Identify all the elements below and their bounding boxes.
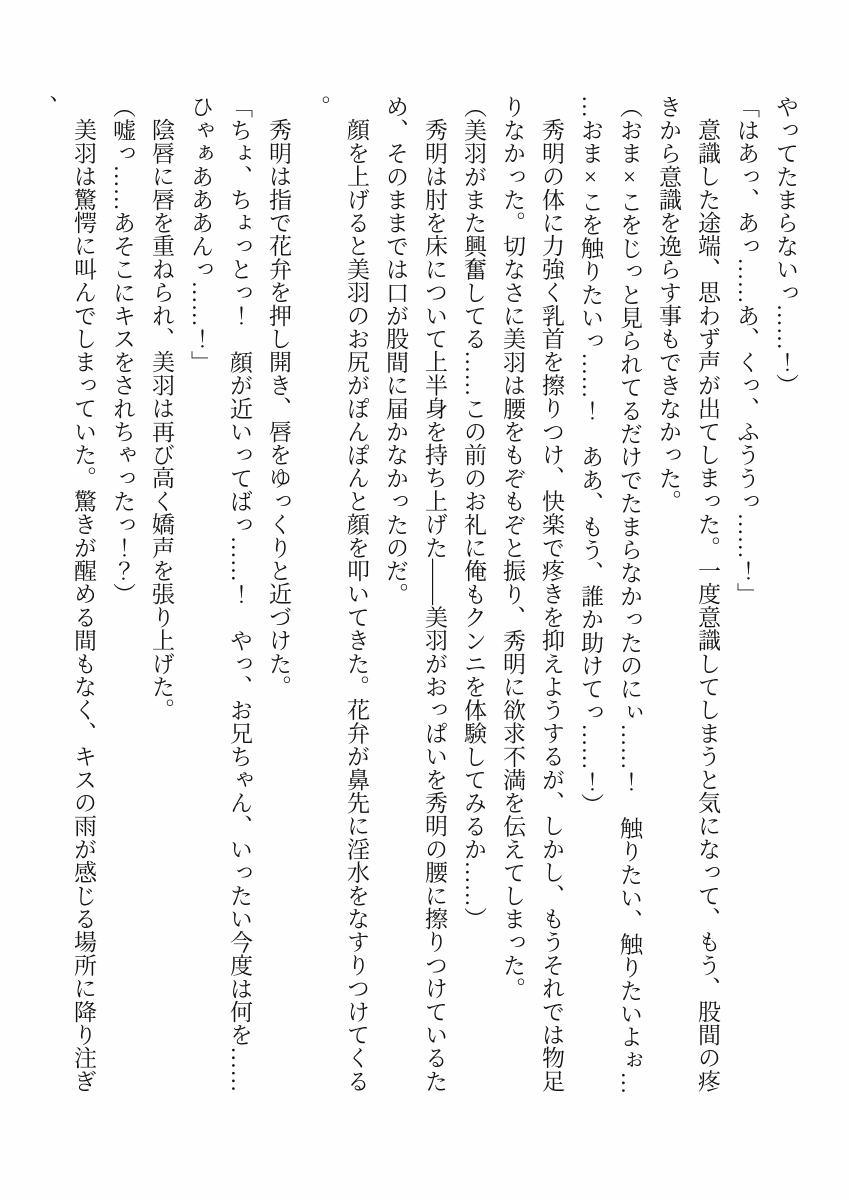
paragraph: 秀明は指で花弁を押し開き、唇をゆっくりと近づけた。: [266, 118, 291, 698]
paragraph: （美羽がまた興奮してる……この前のお礼に俺もクンニを体験してみるか……）: [461, 95, 486, 931]
paragraph: 顔を上げると美羽のお尻がぽんぽんと顔を叩いてきた。花弁が鼻先に淫水をなすりつけてくる。: [305, 95, 369, 1093]
paragraph: 「はあっ、あっ……あ、くっ、ふううっ……！」: [734, 95, 759, 606]
paragraph: （嘘っ……あそこにキスをされちゃったっ！？）: [110, 95, 135, 606]
paragraph: 意識した途端、思わず声が出てしまった。一度意識してしまうと気になって、もう、股間の疼きから意識を逸らす事もできなかった。: [656, 95, 720, 1093]
paragraph: 美羽は驚愕に叫んでしまっていた。驚きが醒める間もなく、キスの雨が感じる場所に降り注ぎ、: [32, 95, 96, 1093]
paragraph: （おま×こをじっと見られてるだけでたまらなかったのにぃ……！ 触りたい、触りたいよぉ……おま×こを触りたいっ……！ ああ、もう、誰か助けてっ……！）: [578, 95, 642, 1095]
vertical-text-body: [25, 95, 805, 1109]
paragraph: 秀明の体に力強く乳首を擦りつけ、快楽で疼きを抑えようするが、しかし、もうそれでは物足りなかった。切なさに美羽は腰をもぞもぞと振り、秀明に欲求不満を伝えてしまった。: [500, 95, 564, 1093]
paragraph: 陰唇に唇を重ねられ、美羽は再び高く嬌声を張り上げた。: [149, 118, 174, 722]
paragraph: 「ちょ、ちょっとっ！ 顔が近いってばっ……！ やっ、お兄ちゃん、いったい今度は何を……ひゃぁあああんっ……！」: [188, 95, 252, 1093]
paragraph: やってたまらないっ……！）: [773, 95, 798, 397]
paragraph: 秀明は肘を床について上半身を持ち上げた――美羽がおっぱいを秀明の腰に擦りつけているため、そのままでは口が股間に届かなかったのだ。: [383, 95, 447, 1093]
